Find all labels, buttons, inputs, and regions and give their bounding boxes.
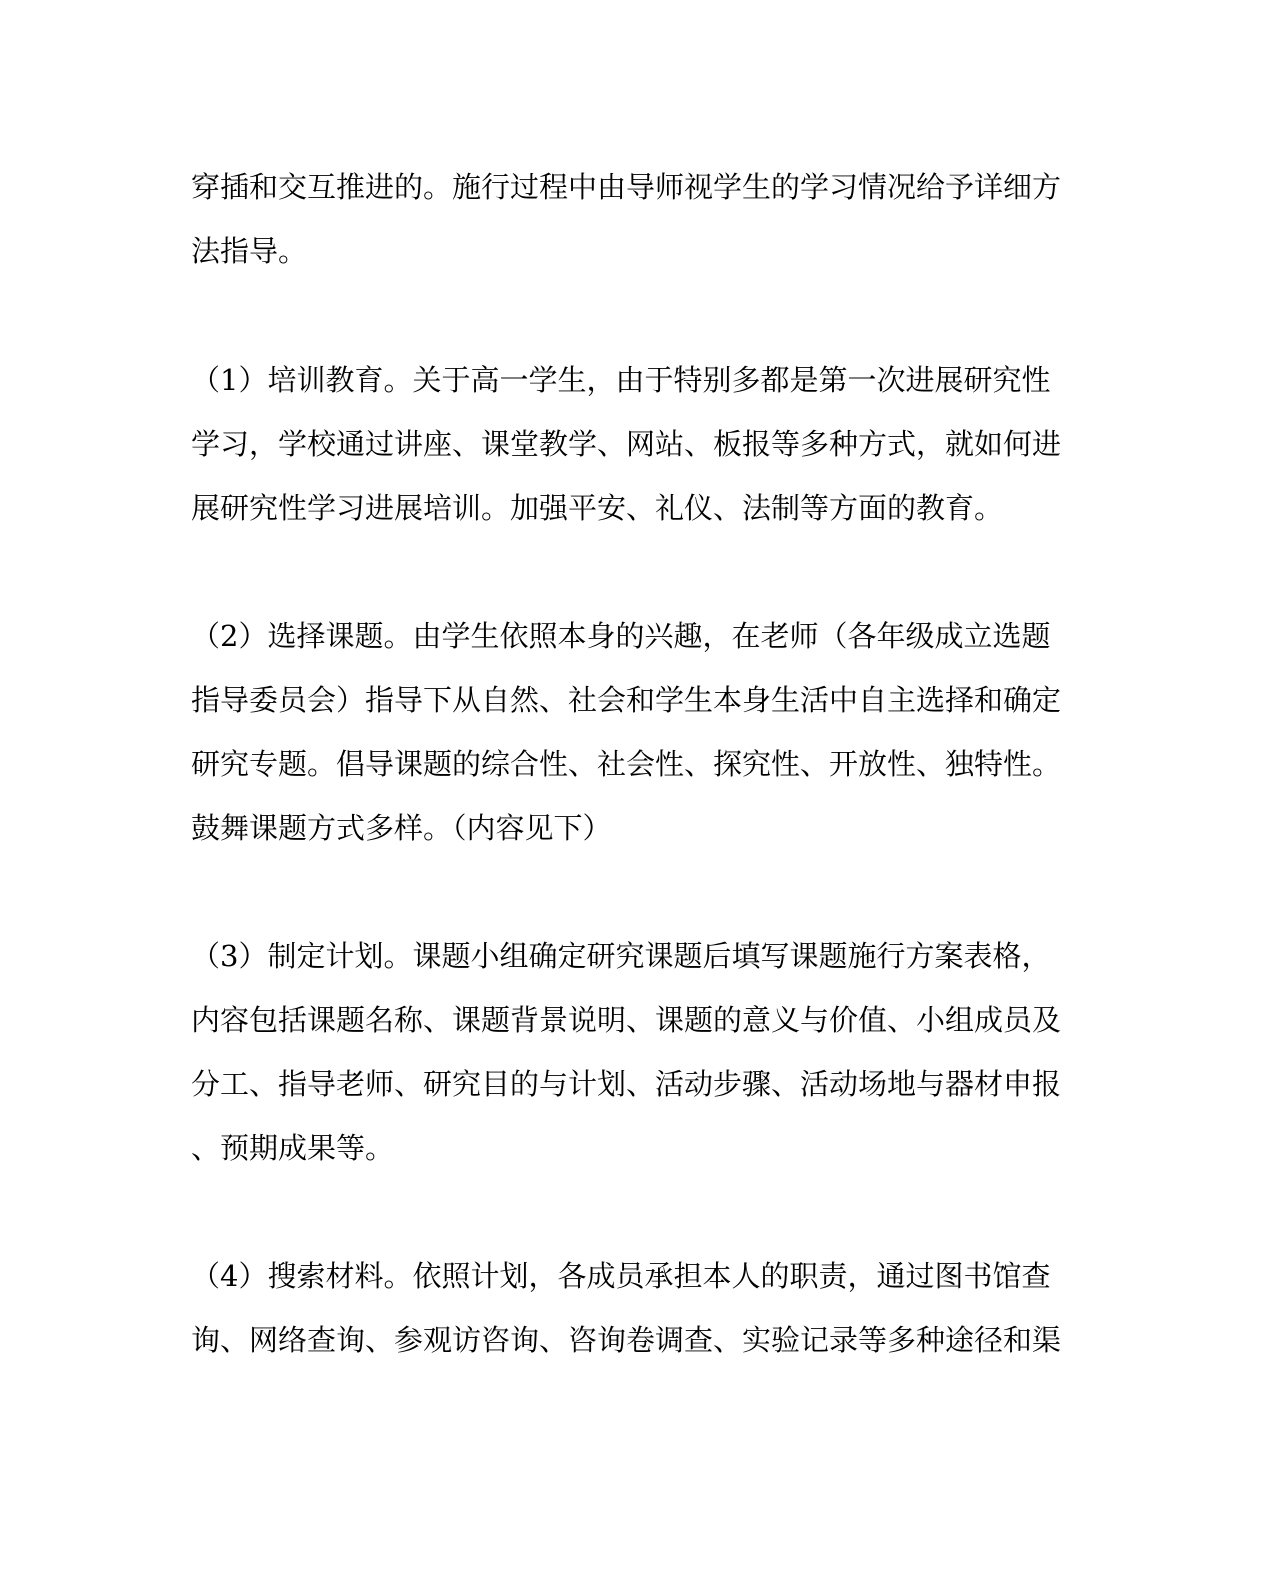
text-line: 研究专题。倡导课题的综合性、社会性、探究性、开放性、独特性。 — [191, 747, 1062, 781]
text-line: 鼓舞课题方式多样。（内容见下） — [191, 811, 612, 845]
text-line: 指导委员会）指导下从自然、社会和学生本身生活中自主选择和确定 — [191, 683, 1062, 717]
text-line: （4）搜索材料。依照计划，各成员承担本人的职责，通过图书馆查 — [191, 1259, 1051, 1293]
text-line: 、预期成果等。 — [191, 1131, 395, 1165]
text-line: 询、网络查询、参观访咨询、咨询卷调查、实验记录等多种途径和渠 — [191, 1323, 1062, 1357]
text-line: （3）制定计划。课题小组确定研究课题后填写课题施行方案表格， — [191, 939, 1051, 973]
text-line: 内容包括课题名称、课题背景说明、课题的意义与价值、小组成员及 — [191, 1003, 1062, 1037]
text-line: 展研究性学习进展培训。加强平安、礼仪、法制等方面的教育。 — [191, 491, 1004, 525]
text-line: （1）培训教育。关于高一学生，由于特别多都是第一次进展研究性 — [191, 363, 1051, 397]
text-line: 学习，学校通过讲座、课堂教学、网站、板报等多种方式，就如何进 — [191, 427, 1062, 461]
text-line: 穿插和交互推进的。施行过程中由导师视学生的学习情况给予详细方 — [191, 170, 1062, 204]
text-line: 法指导。 — [191, 234, 308, 268]
text-line: （2）选择课题。由学生依照本身的兴趣，在老师（各年级成立选题 — [191, 619, 1051, 653]
text-line: 分工、指导老师、研究目的与计划、活动步骤、活动场地与器材申报 — [191, 1067, 1062, 1101]
